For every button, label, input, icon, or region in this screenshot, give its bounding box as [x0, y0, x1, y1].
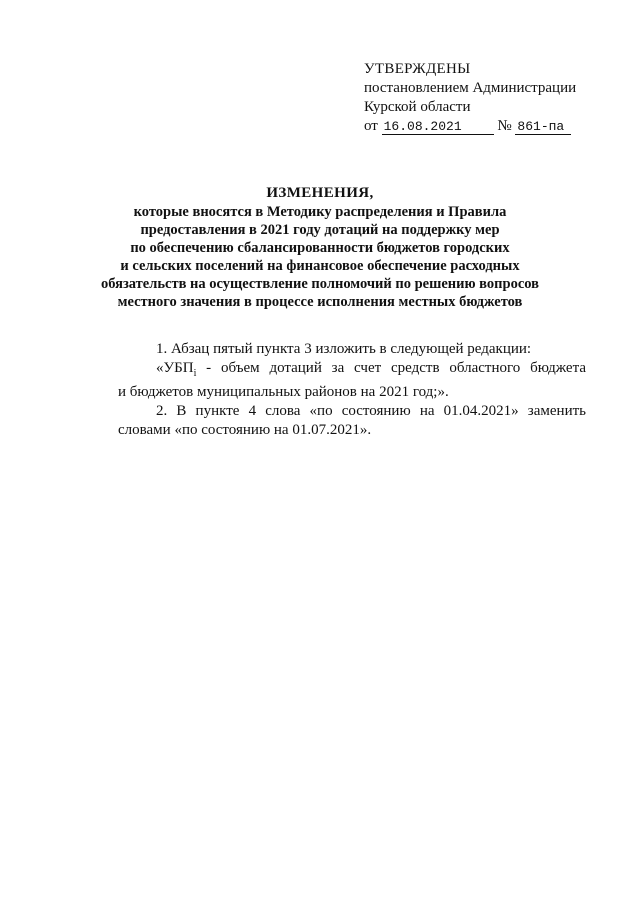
title-line: и сельских поселений на финансовое обеспечение расходных — [120, 258, 520, 274]
title-line: предоставления в 2021 году дотаций на поддержку мер — [140, 222, 500, 238]
amendment-item-2-continued: словами «по состоянию на 01.07.2021». — [118, 422, 372, 438]
document-number: 861-па — [515, 119, 571, 135]
document-title — [95, 184, 545, 311]
approval-region-line: Курской области — [364, 99, 471, 115]
amendment-item-2: 2. В пункте 4 слова «по состоянию на 01.04.2021» заменить — [156, 403, 586, 419]
approval-date-number-line — [364, 117, 614, 136]
amendment-quote — [118, 359, 586, 383]
quote-line-1: - объем дотаций за счет средств областного бюджета — [196, 360, 586, 376]
title-line: местного значения в процессе исполнения местных бюджетов — [117, 294, 523, 310]
approval-stamp — [364, 60, 614, 136]
title-line: которые вносятся в Методику распределения и Правила — [133, 204, 507, 220]
title-line: по обеспечению сбалансированности бюджетов городских — [130, 240, 510, 256]
title-main: ИЗМЕНЕНИЯ, — [266, 185, 374, 201]
approval-issuer-line: постановлением Администрации — [364, 80, 577, 96]
date-prefix: от — [364, 118, 378, 134]
quote-prefix: «УБП — [156, 360, 194, 376]
amendment-quote-line-2: и бюджетов муниципальных районов на 2021 год;». — [118, 384, 449, 400]
approval-heading: УТВЕРЖДЕНЫ — [364, 61, 471, 77]
number-prefix: № — [497, 118, 512, 134]
amendment-item-1: 1. Абзац пятый пункта 3 изложить в следующей редакции: — [156, 341, 532, 357]
quote-subscript: i — [193, 368, 197, 379]
document-body — [118, 340, 586, 440]
title-line: обязательств на осуществление полномочий по решению вопросов — [100, 276, 539, 292]
document-date: 16.08.2021 — [382, 119, 494, 135]
